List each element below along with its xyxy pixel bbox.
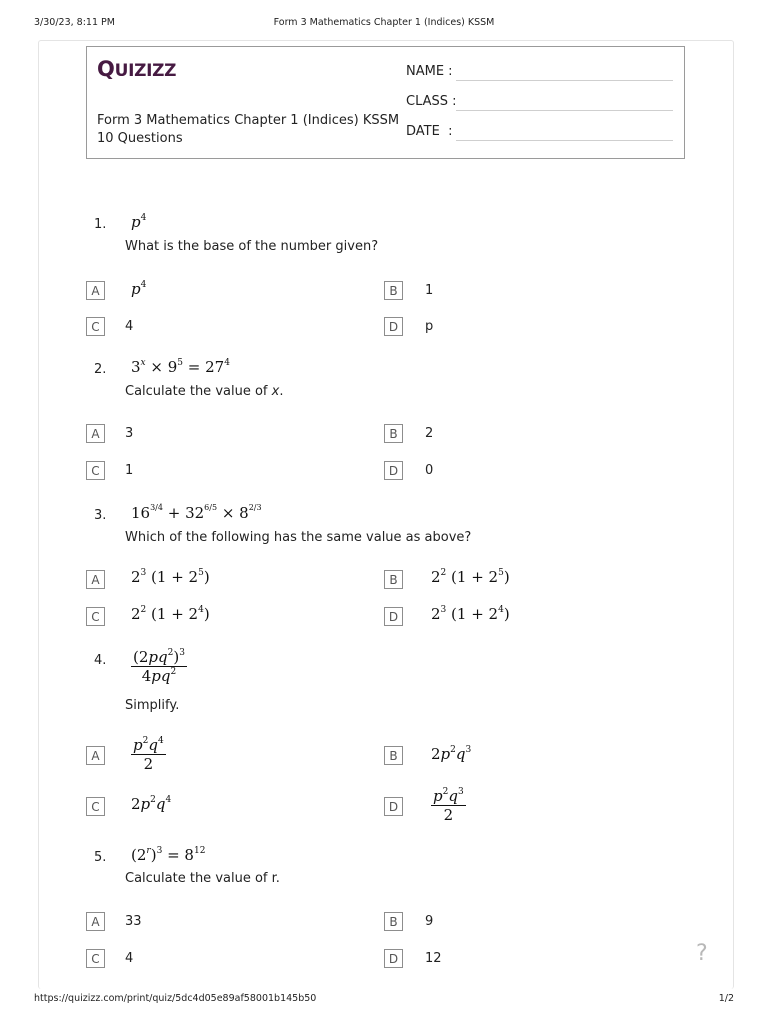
print-doc-title: Form 3 Mathematics Chapter 1 (Indices) KSSM <box>273 17 495 28</box>
option-letter-d[interactable]: D <box>384 461 403 480</box>
question-text: Which of the following has the same value as above? <box>125 530 472 545</box>
option-value-d[interactable]: $\frac{p^2q^3}{2}$ <box>433 787 464 824</box>
option-letter-c[interactable]: C <box>86 797 105 816</box>
option-value-b[interactable]: 2 <box>425 426 434 441</box>
question-number: 3. <box>94 508 107 523</box>
question-count: 10 Questions <box>97 131 183 146</box>
question-text: Calculate the value of r. <box>125 871 280 886</box>
question-expression: $3^x \times 9^5 = 27^4$ <box>131 358 230 376</box>
option-letter-c[interactable]: C <box>86 949 105 968</box>
name-field[interactable] <box>406 64 453 79</box>
option-value-c[interactable]: 4 <box>125 951 134 966</box>
question-expression: $p^4$ <box>131 213 147 231</box>
name-label: NAME : <box>406 64 453 79</box>
option-letter-d[interactable]: D <box>384 797 403 816</box>
option-letter-c[interactable]: C <box>86 607 105 626</box>
option-letter-c[interactable]: C <box>86 317 105 336</box>
question-text: Calculate the value of x. <box>125 384 284 399</box>
question-expression: $\frac{(2pq^2)^3}{4pq^2}$ <box>133 648 185 685</box>
option-letter-d[interactable]: D <box>384 317 403 336</box>
help-icon[interactable]: ? <box>696 941 708 966</box>
print-url: https://quizizz.com/print/quiz/5dc4d05e89af58001b145b50 <box>34 993 317 1004</box>
question-number: 4. <box>94 653 107 668</box>
option-letter-b[interactable]: B <box>384 570 403 589</box>
option-value-b[interactable]: $2p^2q^3$ <box>431 745 472 763</box>
option-value-a[interactable]: $p^4$ <box>131 280 147 298</box>
option-letter-d[interactable]: D <box>384 607 403 626</box>
option-value-a[interactable]: 3 <box>125 426 134 441</box>
option-value-d[interactable]: 12 <box>425 951 442 966</box>
question-expression: $(2^r)^3 = 8^{12}$ <box>131 846 206 864</box>
date-label: DATE : <box>406 124 453 139</box>
quiz-title: Form 3 Mathematics Chapter 1 (Indices) KSSM <box>97 113 400 128</box>
option-value-a[interactable]: $2^3$ $(1 + 2^5)$ <box>131 568 210 586</box>
option-value-c[interactable]: $2^2$ $(1 + 2^4)$ <box>131 605 210 623</box>
question-number: 1. <box>94 217 107 232</box>
option-letter-a[interactable]: A <box>86 570 105 589</box>
class-label: CLASS : <box>406 94 457 109</box>
print-datetime: 3/30/23, 8:11 PM <box>34 17 115 28</box>
option-letter-a[interactable]: A <box>86 746 105 765</box>
option-letter-b[interactable]: B <box>384 746 403 765</box>
question-text: What is the base of the number given? <box>125 239 379 254</box>
question-number: 2. <box>94 362 107 377</box>
option-value-a[interactable]: $\frac{p^2q^4}{2}$ <box>133 736 164 773</box>
option-letter-a[interactable]: A <box>86 424 105 443</box>
quiz-header <box>86 46 685 159</box>
option-value-d[interactable]: $2^3$ $(1 + 2^4)$ <box>431 605 510 623</box>
option-value-d[interactable]: p <box>425 319 434 334</box>
option-value-a[interactable]: 33 <box>125 914 142 929</box>
question-number: 5. <box>94 850 107 865</box>
option-letter-b[interactable]: B <box>384 912 403 931</box>
page-indicator: 1/2 <box>718 993 734 1004</box>
class-line <box>456 110 673 111</box>
option-letter-d[interactable]: D <box>384 949 403 968</box>
option-value-c[interactable]: 4 <box>125 319 134 334</box>
option-value-b[interactable]: 1 <box>425 283 434 298</box>
question-text: Simplify. <box>125 698 180 713</box>
option-value-b[interactable]: $2^2$ $(1 + 2^5)$ <box>431 568 510 586</box>
date-field[interactable] <box>406 124 452 139</box>
name-line <box>456 80 673 81</box>
question-expression: $16^{3/4} + 32^{6/5} \times 8^{2/3}$ <box>131 503 262 522</box>
option-letter-a[interactable]: A <box>86 912 105 931</box>
option-letter-a[interactable]: A <box>86 281 105 300</box>
class-field[interactable] <box>406 94 457 109</box>
quizizz-logo: QUIZIZZ <box>97 57 177 81</box>
option-value-d[interactable]: 0 <box>425 463 434 478</box>
option-value-b[interactable]: 9 <box>425 914 434 929</box>
date-line <box>456 140 673 141</box>
option-value-c[interactable]: 1 <box>125 463 134 478</box>
option-letter-c[interactable]: C <box>86 461 105 480</box>
option-value-c[interactable]: $2p^2q^4$ <box>131 795 172 813</box>
option-letter-b[interactable]: B <box>384 281 403 300</box>
option-letter-b[interactable]: B <box>384 424 403 443</box>
